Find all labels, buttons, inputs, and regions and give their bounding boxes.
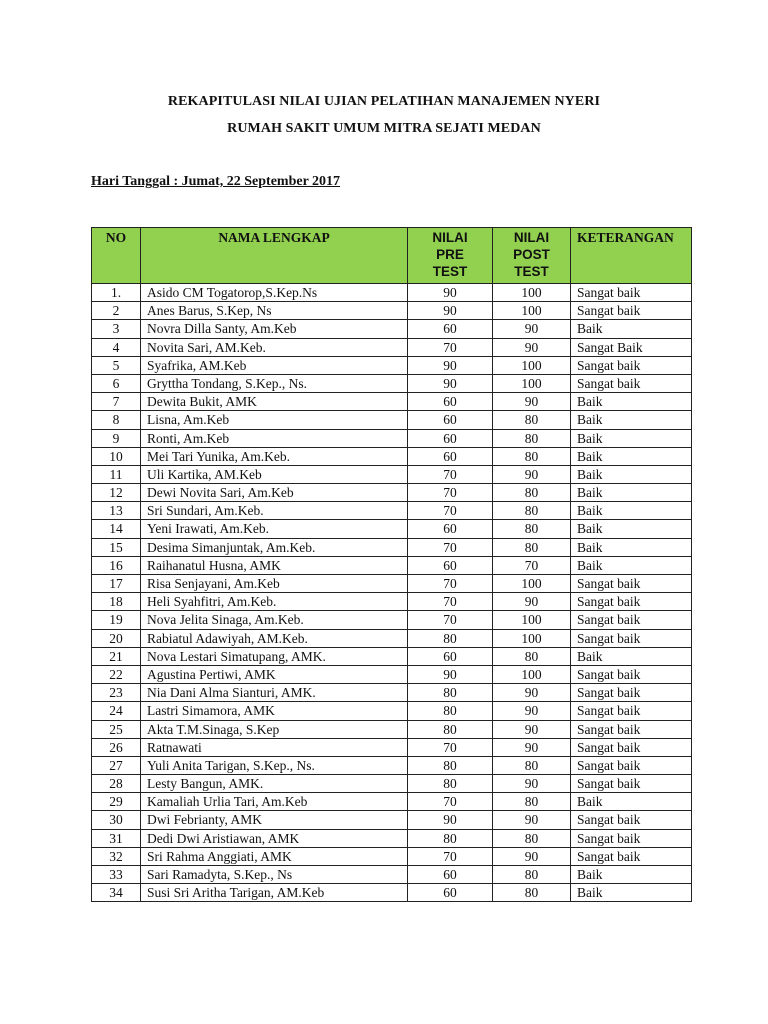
header-post-line1: NILAI — [513, 230, 550, 245]
cell-nama: Novita Sari, AM.Keb. — [141, 338, 408, 356]
cell-nama: Akta T.M.Sinaga, S.Kep — [141, 720, 408, 738]
cell-nama: Lisna, Am.Keb — [141, 411, 408, 429]
table-row — [92, 556, 692, 574]
header-post-line2: POST — [513, 247, 550, 262]
cell-post-test: 80 — [493, 502, 571, 520]
cell-keterangan: Baik — [571, 556, 692, 574]
cell-nama: Asido CM Togatorop,S.Kep.Ns — [141, 284, 408, 302]
cell-pre-test: 90 — [408, 665, 493, 683]
cell-post-test: 90 — [493, 847, 571, 865]
document-title: REKAPITULASI NILAI UJIAN PELATIHAN MANAJEMEN NYERI — [167, 94, 601, 109]
cell-keterangan: Baik — [571, 884, 692, 902]
cell-pre-test: 90 — [408, 284, 493, 302]
cell-no: 23 — [92, 684, 141, 702]
cell-pre-test: 80 — [408, 829, 493, 847]
cell-pre-test: 60 — [408, 556, 493, 574]
cell-no: 9 — [92, 429, 141, 447]
cell-keterangan: Sangat baik — [571, 284, 692, 302]
cell-keterangan: Sangat baik — [571, 847, 692, 865]
table-body — [92, 284, 692, 902]
cell-no: 8 — [92, 411, 141, 429]
cell-keterangan: Baik — [571, 429, 692, 447]
table-row — [92, 575, 692, 593]
cell-post-test: 80 — [493, 647, 571, 665]
cell-post-test: 80 — [493, 411, 571, 429]
header-pre-line3: TEST — [432, 264, 468, 279]
cell-post-test: 100 — [493, 629, 571, 647]
cell-nama: Syafrika, AM.Keb — [141, 356, 408, 374]
table-row — [92, 284, 692, 302]
cell-no: 20 — [92, 629, 141, 647]
table-row — [92, 465, 692, 483]
cell-pre-test: 60 — [408, 411, 493, 429]
cell-nama: Nia Dani Alma Sianturi, AMK. — [141, 684, 408, 702]
cell-keterangan: Baik — [571, 447, 692, 465]
cell-pre-test: 60 — [408, 447, 493, 465]
cell-keterangan: Sangat baik — [571, 775, 692, 793]
cell-no: 14 — [92, 520, 141, 538]
table-row — [92, 702, 692, 720]
table-row — [92, 738, 692, 756]
cell-nama: Mei Tari Yunika, Am.Keb. — [141, 447, 408, 465]
cell-nama: Novra Dilla Santy, Am.Keb — [141, 320, 408, 338]
cell-post-test: 90 — [493, 593, 571, 611]
cell-post-test: 80 — [493, 447, 571, 465]
table-row — [92, 538, 692, 556]
cell-no: 15 — [92, 538, 141, 556]
cell-post-test: 90 — [493, 720, 571, 738]
table-row — [92, 484, 692, 502]
cell-keterangan: Baik — [571, 793, 692, 811]
table-header-row — [92, 228, 692, 284]
cell-keterangan: Sangat baik — [571, 702, 692, 720]
cell-pre-test: 70 — [408, 847, 493, 865]
cell-keterangan: Baik — [571, 520, 692, 538]
cell-post-test: 100 — [493, 575, 571, 593]
cell-nama: Sari Ramadyta, S.Kep., Ns — [141, 866, 408, 884]
table-row — [92, 684, 692, 702]
cell-post-test: 80 — [493, 756, 571, 774]
cell-pre-test: 60 — [408, 520, 493, 538]
table-row — [92, 611, 692, 629]
table-row — [92, 593, 692, 611]
cell-no: 34 — [92, 884, 141, 902]
cell-keterangan: Baik — [571, 320, 692, 338]
cell-nama: Gryttha Tondang, S.Kep., Ns. — [141, 374, 408, 392]
cell-no: 3 — [92, 320, 141, 338]
cell-no: 24 — [92, 702, 141, 720]
cell-keterangan: Sangat baik — [571, 593, 692, 611]
cell-post-test: 90 — [493, 320, 571, 338]
grades-table — [91, 227, 692, 902]
cell-keterangan: Sangat baik — [571, 756, 692, 774]
cell-post-test: 90 — [493, 702, 571, 720]
table-row — [92, 520, 692, 538]
cell-pre-test: 70 — [408, 338, 493, 356]
cell-pre-test: 70 — [408, 465, 493, 483]
cell-keterangan: Sangat baik — [571, 611, 692, 629]
header-post-test — [493, 228, 571, 284]
cell-post-test: 100 — [493, 374, 571, 392]
table-row — [92, 775, 692, 793]
cell-pre-test: 60 — [408, 866, 493, 884]
cell-pre-test: 80 — [408, 775, 493, 793]
table-row — [92, 811, 692, 829]
cell-no: 29 — [92, 793, 141, 811]
cell-no: 25 — [92, 720, 141, 738]
cell-pre-test: 70 — [408, 538, 493, 556]
cell-nama: Sri Sundari, Am.Keb. — [141, 502, 408, 520]
cell-keterangan: Sangat baik — [571, 720, 692, 738]
cell-no: 16 — [92, 556, 141, 574]
cell-no: 27 — [92, 756, 141, 774]
cell-pre-test: 70 — [408, 611, 493, 629]
cell-pre-test: 70 — [408, 484, 493, 502]
cell-nama: Lesty Bangun, AMK. — [141, 775, 408, 793]
cell-nama: Dewi Novita Sari, Am.Keb — [141, 484, 408, 502]
cell-no: 31 — [92, 829, 141, 847]
cell-no: 11 — [92, 465, 141, 483]
cell-no: 22 — [92, 665, 141, 683]
cell-no: 32 — [92, 847, 141, 865]
cell-post-test: 90 — [493, 338, 571, 356]
cell-no: 5 — [92, 356, 141, 374]
cell-post-test: 80 — [493, 538, 571, 556]
cell-keterangan: Sangat baik — [571, 629, 692, 647]
header-no: NO — [92, 228, 141, 284]
cell-no: 18 — [92, 593, 141, 611]
cell-keterangan: Baik — [571, 465, 692, 483]
cell-keterangan: Sangat baik — [571, 356, 692, 374]
cell-pre-test: 70 — [408, 575, 493, 593]
cell-nama: Ratnawati — [141, 738, 408, 756]
cell-keterangan: Baik — [571, 647, 692, 665]
cell-pre-test: 80 — [408, 756, 493, 774]
cell-pre-test: 60 — [408, 393, 493, 411]
cell-nama: Nova Lestari Simatupang, AMK. — [141, 647, 408, 665]
cell-pre-test: 90 — [408, 302, 493, 320]
cell-no: 10 — [92, 447, 141, 465]
cell-nama: Raihanatul Husna, AMK — [141, 556, 408, 574]
table-row — [92, 429, 692, 447]
header-pre-line1: NILAI — [432, 230, 468, 245]
cell-pre-test: 80 — [408, 702, 493, 720]
table-row — [92, 884, 692, 902]
cell-post-test: 80 — [493, 884, 571, 902]
cell-pre-test: 70 — [408, 502, 493, 520]
cell-keterangan: Baik — [571, 484, 692, 502]
cell-no: 12 — [92, 484, 141, 502]
cell-no: 2 — [92, 302, 141, 320]
cell-nama: Sri Rahma Anggiati, AMK — [141, 847, 408, 865]
cell-pre-test: 70 — [408, 593, 493, 611]
table-row — [92, 629, 692, 647]
cell-post-test: 80 — [493, 484, 571, 502]
header-pre-line2: PRE — [436, 247, 464, 262]
cell-nama: Dwi Febrianty, AMK — [141, 811, 408, 829]
cell-pre-test: 60 — [408, 647, 493, 665]
table-row — [92, 411, 692, 429]
table-row — [92, 393, 692, 411]
table-row — [92, 756, 692, 774]
cell-nama: Dedi Dwi Aristiawan, AMK — [141, 829, 408, 847]
cell-no: 13 — [92, 502, 141, 520]
header-post-line3: TEST — [514, 264, 549, 279]
cell-keterangan: Sangat baik — [571, 684, 692, 702]
cell-post-test: 100 — [493, 665, 571, 683]
cell-post-test: 100 — [493, 611, 571, 629]
header-pre-test — [408, 228, 493, 284]
cell-keterangan: Sangat Baik — [571, 338, 692, 356]
header-keterangan: KETERANGAN — [571, 228, 692, 284]
cell-pre-test: 80 — [408, 684, 493, 702]
cell-nama: Lastri Simamora, AMK — [141, 702, 408, 720]
cell-no: 19 — [92, 611, 141, 629]
cell-keterangan: Sangat baik — [571, 302, 692, 320]
cell-pre-test: 90 — [408, 811, 493, 829]
table-row — [92, 793, 692, 811]
table-row — [92, 356, 692, 374]
cell-keterangan: Baik — [571, 393, 692, 411]
cell-no: 28 — [92, 775, 141, 793]
table-row — [92, 502, 692, 520]
cell-nama: Yuli Anita Tarigan, S.Kep., Ns. — [141, 756, 408, 774]
cell-nama: Heli Syahfitri, Am.Keb. — [141, 593, 408, 611]
table-row — [92, 829, 692, 847]
table-row — [92, 665, 692, 683]
cell-post-test: 90 — [493, 684, 571, 702]
cell-nama: Dewita Bukit, AMK — [141, 393, 408, 411]
cell-keterangan: Baik — [571, 866, 692, 884]
cell-post-test: 90 — [493, 738, 571, 756]
cell-no: 30 — [92, 811, 141, 829]
cell-no: 21 — [92, 647, 141, 665]
cell-pre-test: 70 — [408, 738, 493, 756]
table-row — [92, 866, 692, 884]
cell-keterangan: Sangat baik — [571, 829, 692, 847]
cell-post-test: 80 — [493, 793, 571, 811]
cell-pre-test: 80 — [408, 720, 493, 738]
cell-no: 26 — [92, 738, 141, 756]
cell-pre-test: 90 — [408, 374, 493, 392]
cell-no: 6 — [92, 374, 141, 392]
cell-post-test: 80 — [493, 429, 571, 447]
date-line: Hari Tanggal : Jumat, 22 September 2017 — [91, 174, 341, 189]
document-subtitle: RUMAH SAKIT UMUM MITRA SEJATI MEDAN — [227, 121, 541, 136]
cell-post-test: 100 — [493, 302, 571, 320]
cell-nama: Yeni Irawati, Am.Keb. — [141, 520, 408, 538]
cell-keterangan: Sangat baik — [571, 374, 692, 392]
cell-post-test: 100 — [493, 356, 571, 374]
cell-nama: Nova Jelita Sinaga, Am.Keb. — [141, 611, 408, 629]
cell-nama: Kamaliah Urlia Tari, Am.Keb — [141, 793, 408, 811]
cell-nama: Desima Simanjuntak, Am.Keb. — [141, 538, 408, 556]
cell-pre-test: 70 — [408, 793, 493, 811]
table-row — [92, 720, 692, 738]
table-row — [92, 374, 692, 392]
cell-nama: Susi Sri Aritha Tarigan, AM.Keb — [141, 884, 408, 902]
cell-post-test: 100 — [493, 284, 571, 302]
cell-pre-test: 60 — [408, 429, 493, 447]
cell-keterangan: Baik — [571, 502, 692, 520]
cell-no: 33 — [92, 866, 141, 884]
cell-keterangan: Sangat baik — [571, 665, 692, 683]
cell-post-test: 90 — [493, 393, 571, 411]
cell-nama: Uli Kartika, AM.Keb — [141, 465, 408, 483]
table-row — [92, 447, 692, 465]
cell-no: 4 — [92, 338, 141, 356]
cell-keterangan: Sangat baik — [571, 811, 692, 829]
table-row — [92, 302, 692, 320]
cell-post-test: 80 — [493, 829, 571, 847]
cell-no: 17 — [92, 575, 141, 593]
cell-keterangan: Baik — [571, 538, 692, 556]
cell-nama: Agustina Pertiwi, AMK — [141, 665, 408, 683]
cell-pre-test: 60 — [408, 884, 493, 902]
cell-pre-test: 80 — [408, 629, 493, 647]
header-nama: NAMA LENGKAP — [141, 228, 408, 284]
cell-nama: Anes Barus, S.Kep, Ns — [141, 302, 408, 320]
table-row — [92, 320, 692, 338]
cell-no: 7 — [92, 393, 141, 411]
cell-keterangan: Sangat baik — [571, 738, 692, 756]
cell-post-test: 90 — [493, 775, 571, 793]
cell-post-test: 70 — [493, 556, 571, 574]
cell-nama: Ronti, Am.Keb — [141, 429, 408, 447]
cell-post-test: 90 — [493, 465, 571, 483]
table-row — [92, 338, 692, 356]
cell-pre-test: 60 — [408, 320, 493, 338]
cell-keterangan: Baik — [571, 411, 692, 429]
cell-nama: Rabiatul Adawiyah, AM.Keb. — [141, 629, 408, 647]
cell-keterangan: Sangat baik — [571, 575, 692, 593]
cell-post-test: 80 — [493, 520, 571, 538]
table-row — [92, 647, 692, 665]
cell-pre-test: 90 — [408, 356, 493, 374]
cell-no: 1. — [92, 284, 141, 302]
cell-nama: Risa Senjayani, Am.Keb — [141, 575, 408, 593]
table-row — [92, 847, 692, 865]
cell-post-test: 90 — [493, 811, 571, 829]
cell-post-test: 80 — [493, 866, 571, 884]
